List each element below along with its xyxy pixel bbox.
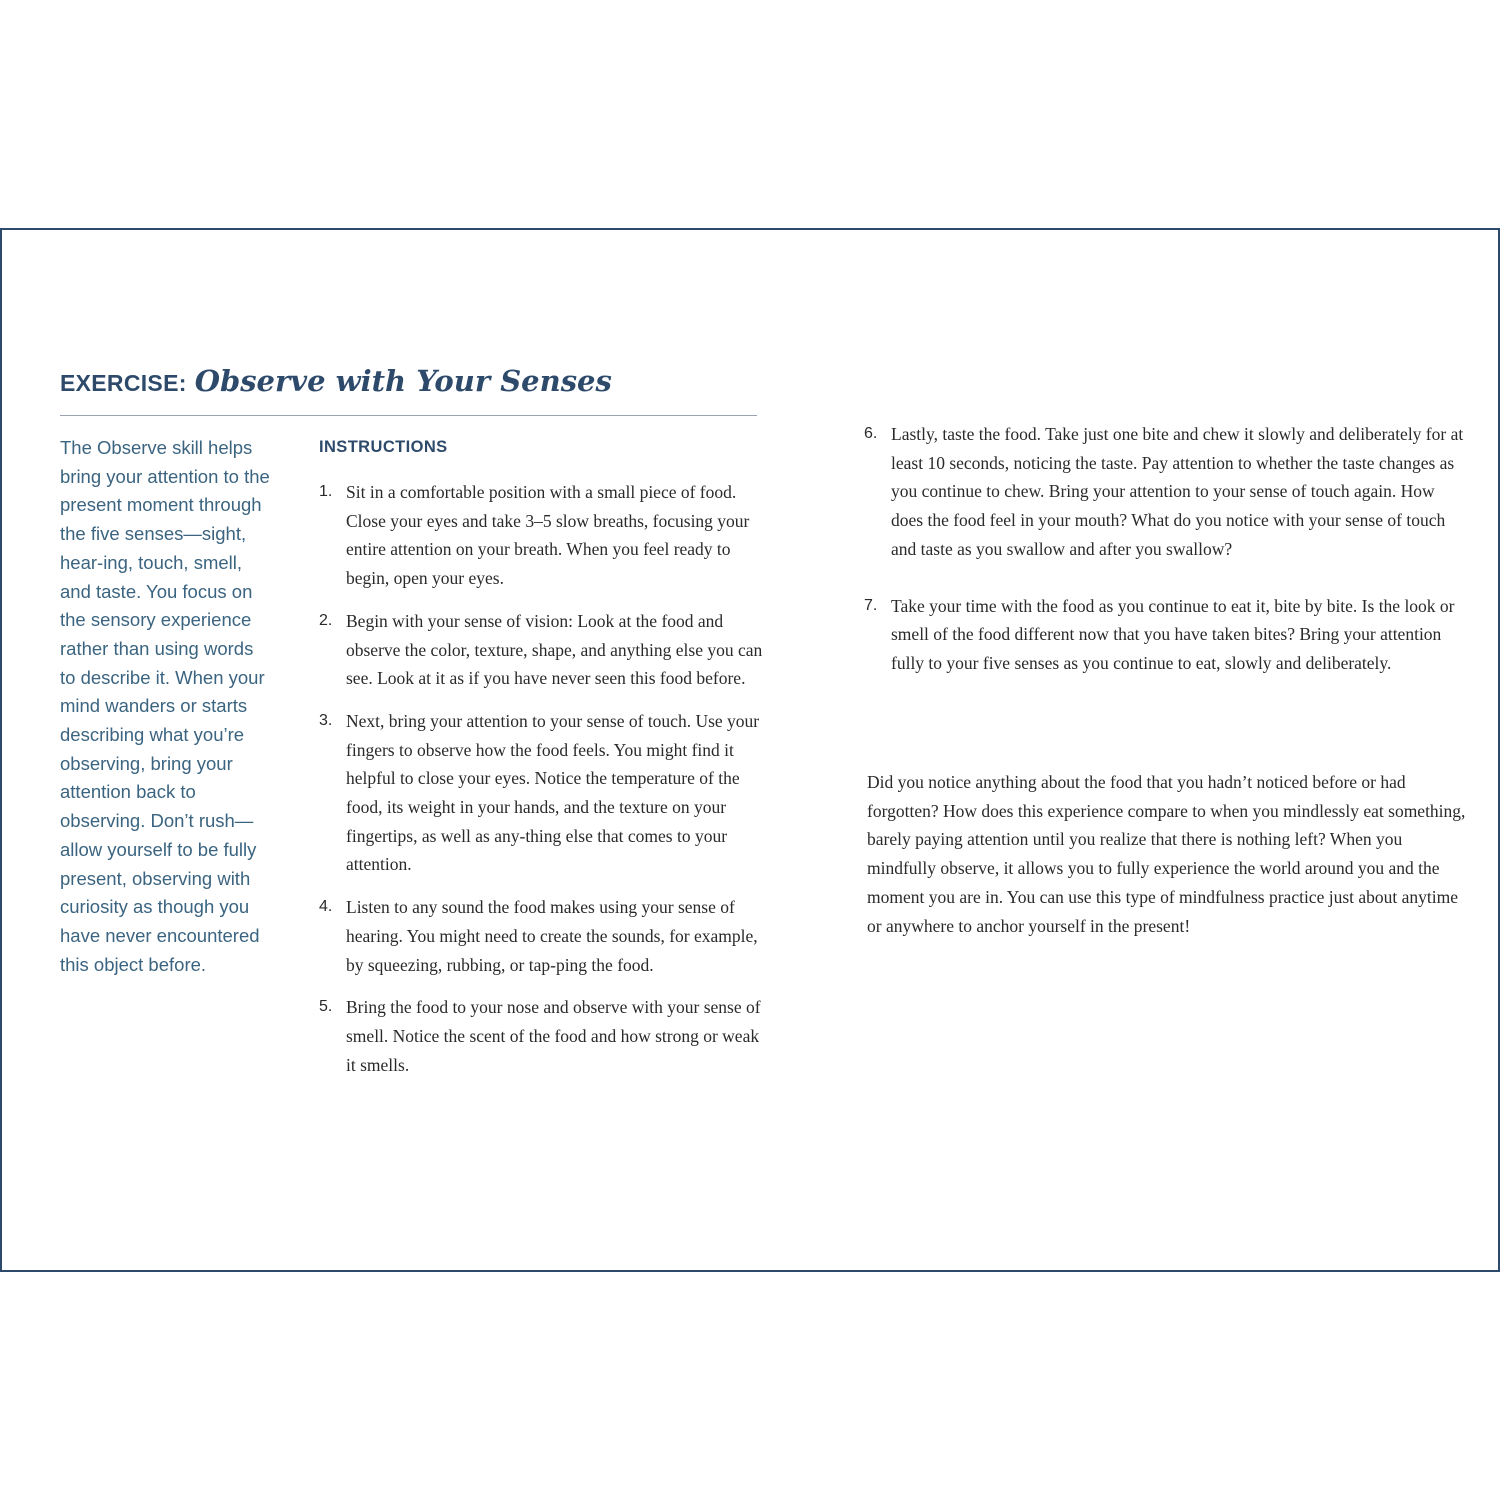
instructions-label: INSTRUCTIONS	[319, 438, 448, 456]
sidebar-intro-text: The Observe skill helps bring your attention to the present moment through the five senses—sight, hear-ing, touch, smell, and taste. You focus on the sensory experience rather than using words to describe it. When your mind wanders or starts describing what you’re observing, bring your attention back to observing. Don’t rush—allow yourself to be fully present, observing with curiosity as though you have never encountered this object before.	[60, 437, 270, 975]
exercise-label: EXERCISE:	[60, 370, 187, 396]
page-spread	[0, 228, 1500, 1272]
heading-divider	[60, 415, 757, 416]
step-number: 2.	[319, 611, 333, 629]
list-item	[319, 893, 764, 979]
list-item	[319, 607, 764, 693]
list-item	[319, 707, 764, 879]
step-number: 3.	[319, 711, 333, 729]
closing-paragraph: Did you notice anything about the food that you hadn’t noticed before or had forgotten? How does this experience compare to when you mindlessly eat something, barely paying attention until you realize that there is nothing left? When you mindfully observe, it allows you to fully experience the world around you and the moment you are in. You can use this type of mindfulness practice just about anytime or anywhere to anchor yourself in the present!	[867, 772, 1466, 936]
list-item	[319, 993, 764, 1079]
step-number: 7.	[864, 596, 878, 614]
step-text: Take your time with the food as you continue to eat it, bite by bite. Is the look or smell of the food different now that you have taken bites? Bring your attention fully to your five senses as you continue to eat, slowly and deliberately.	[891, 595, 1455, 673]
instructions-list-left	[319, 478, 764, 1093]
instructions-list-right	[864, 420, 1464, 706]
step-number: 1.	[319, 483, 333, 500]
list-item	[864, 420, 1464, 564]
list-item	[864, 592, 1464, 678]
step-text: Next, bring your attention to your sense of touch. Use your fingers to observe how the food feels. You might find it helpful to close your eyes. Notice the temperature of the food, its weight in your hands, and the texture on your fingertips, as well as any-thing else that comes to your attention.	[346, 710, 760, 875]
step-number: 5.	[319, 998, 333, 1016]
exercise-title: Observe with Your Senses	[194, 364, 612, 398]
step-text: Listen to any sound the food makes using your sense of hearing. You might need to create the sounds, for example, by squeezing, rubbing, or tap-ping the food.	[346, 897, 758, 975]
step-text: Begin with your sense of vision: Look at the food and observe the color, texture, shape, and anything else you can see. Look at it as if you have never seen this food before.	[346, 610, 763, 689]
list-item	[319, 478, 764, 593]
step-text: Lastly, taste the food. Take just one bite and chew it slowly and deliberately for at least 10 seconds, noticing the taste. Pay attention to whether the taste changes as you continue to chew. Bring your attention to your sense of touch again. How does the food feel in your mouth? What do you notice with your sense of touch and taste as you swallow and after you swallow?	[891, 424, 1464, 559]
exercise-heading	[60, 362, 612, 399]
step-text: Bring the food to your nose and observe with your sense of smell. Notice the scent of the food and how strong or weak it smells.	[346, 997, 761, 1075]
step-number: 6.	[864, 425, 878, 442]
step-text: Sit in a comfortable position with a small piece of food. Close your eyes and take 3–5 slow breaths, focusing your entire attention on your breath. When you feel ready to begin, open your eyes.	[346, 482, 750, 589]
step-number: 4.	[319, 898, 333, 916]
